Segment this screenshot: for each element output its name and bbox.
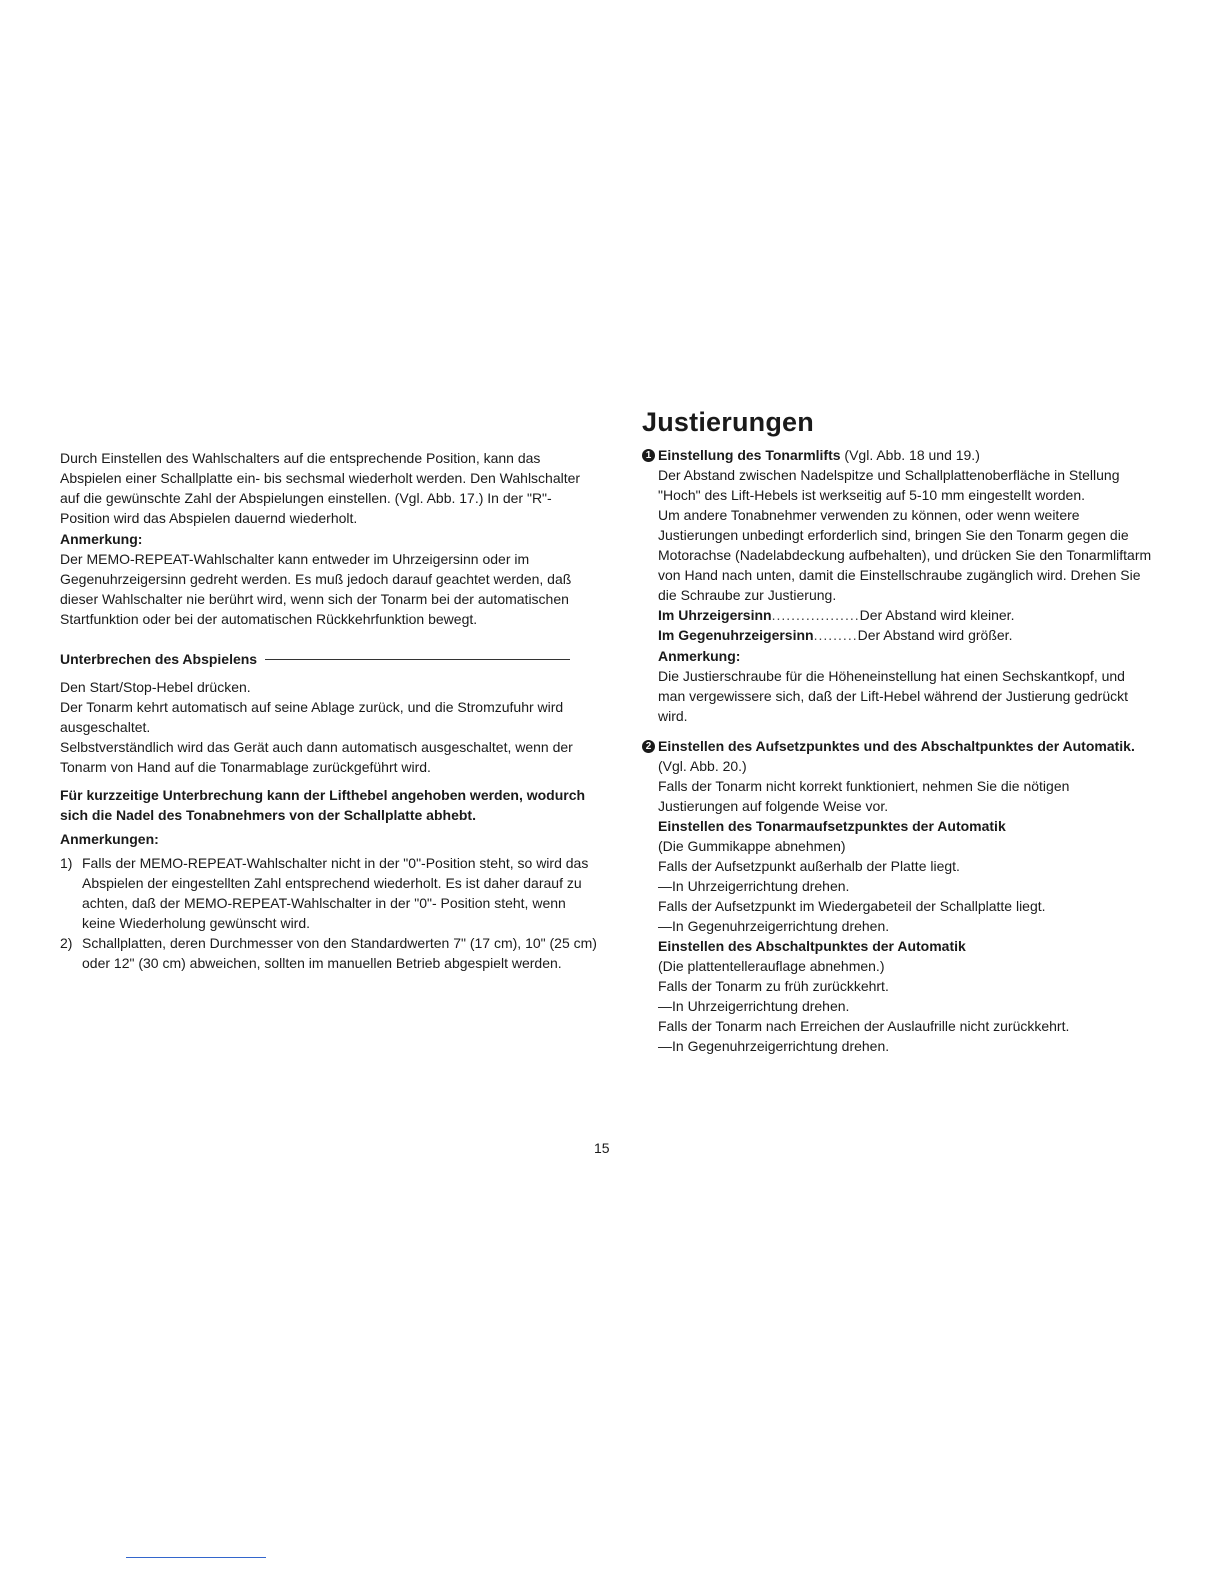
number-two-icon: 2 (642, 740, 655, 753)
heading-rule (265, 659, 570, 660)
item2-paragraph: Falls der Tonarm nicht korrekt funktioniert, nehmen Sie die nötigen Justierungen auf folgende Weise vor. (658, 778, 1070, 814)
note-label: Anmerkung: (60, 531, 143, 547)
sub2-title: Einstellen des Abschaltpunktes der Automatik (658, 938, 966, 954)
item1-note-text: Die Justierschraube für die Höheneinstellung hat einen Sechskantkopf, und man vergewissere sich, daß der Lift-Hebel während der Justierung gedrückt wird. (658, 668, 1129, 724)
left-column (60, 448, 600, 973)
sub2-line: —In Gegenuhrzeigerrichtung drehen. (658, 1038, 890, 1054)
sub2-line: Falls der Tonarm zu früh zurückkehrt. (658, 978, 889, 994)
list-item (60, 853, 600, 933)
stop-instruction: Den Start/Stop-Hebel drücken. (60, 679, 251, 695)
item2-title: Einstellen des Aufsetzpunktes und des Abschaltpunktes der Automatik. (658, 738, 1135, 754)
sub1-line: Falls der Aufsetzpunkt im Wiedergabeteil der Schallplatte liegt. (658, 898, 1046, 914)
page-title: Justierungen (642, 407, 814, 437)
return-paragraph: Der Tonarm kehrt automatisch auf seine Ablage zurück, und die Stromzufuhr wird ausgeschaltet. (60, 699, 564, 735)
sub1-line: (Die Gummikappe abnehmen) (658, 838, 846, 854)
sub1-line: Falls der Aufsetzpunkt außerhalb der Platte liegt. (658, 858, 960, 874)
auto-off-paragraph: Selbstverständlich wird das Gerät auch dann automatisch ausgeschaltet, wenn der Tonarm von Hand auf die Tonarmablage zurückgeführt wird. (60, 739, 573, 775)
sub1-line: —In Gegenuhrzeigerrichtung drehen. (658, 918, 890, 934)
sub2-line: Falls der Tonarm nach Erreichen der Auslaufrille nicht zurückkehrt. (658, 1018, 1070, 1034)
list-number: 1) (60, 855, 73, 871)
notes-list (60, 853, 600, 973)
number-one-icon: 1 (642, 449, 655, 462)
page-number: 15 (594, 1140, 610, 1156)
setting-counterclockwise: Im Gegenuhrzeigersinn ......... Der Abstand wird größer. (658, 627, 1013, 643)
item1-heading (642, 445, 1152, 465)
item1-title: Einstellung des Tonarmlifts (658, 447, 841, 463)
right-column (642, 405, 1152, 1056)
sub1-title: Einstellen des Tonarmaufsetzpunktes der Automatik (658, 818, 1006, 834)
item2-heading (642, 736, 1152, 776)
sub2-line: (Die plattentellerauflage abnehmen.) (658, 958, 885, 974)
list-text: Schallplatten, deren Durchmesser von den Standardwerten 7" (17 cm), 10" (25 cm) oder 12" (30 cm) abweichen, sollten im manuellen Betrieb abgespielt werden. (82, 935, 597, 971)
sub2-line: —In Uhrzeigerrichtung drehen. (658, 998, 850, 1014)
list-item (60, 933, 600, 973)
list-text: Falls der MEMO-REPEAT-Wahlschalter nicht in der "0"-Position steht, so wird das Abspielen der eingestellten Zahl entsprechend wiederholt. Es ist daher darauf zu achten, daß der MEMO-REPEAT-Wahlschalter in der "0"- Position steht, wenn keine Wiederholung gewünscht wird. (82, 855, 589, 931)
item1-paragraph-1: Der Abstand zwischen Nadelspitze und Schallplattenoberfläche in Stellung "Hoch" des Lift-Hebels ist werkseitig auf 5-10 mm eingestellt worden. (658, 467, 1120, 503)
item1-paragraph-2: Um andere Tonabnehmer verwenden zu können, oder wenn weitere Justierungen unbedingt erforderlich sind, bringen Sie den Tonarm gegen die Motorachse (Nadelabdeckung aufbehalten), und drücken Sie den Tonarmliftarm von Hand nach unten, damit die Einstellschraube zugänglich wird. Drehen Sie die Schraube zur Justierung. (658, 507, 1152, 603)
setting-clockwise: Im Uhrzeigersinn .................. Der Abstand wird kleiner. (658, 607, 1015, 623)
section-heading (60, 649, 600, 669)
intro-paragraph: Durch Einstellen des Wahlschalters auf die entsprechende Position, kann das Abspielen einer Schallplatte ein- bis sechsmal wiederholt werden. Den Wahlschalter auf die gewünschte Zahl der Abspielungen einstellen. (Vgl. Abb. 17.) In der "R"-Position wird das Abspielen dauernd wiederholt. (60, 450, 581, 526)
footer-rule (126, 1557, 266, 1558)
section-title: Unterbrechen des Abspielens (60, 651, 258, 667)
item1-note-label: Anmerkung: (658, 648, 741, 664)
list-number: 2) (60, 935, 73, 951)
short-pause-paragraph: Für kurzzeitige Unterbrechung kann der Lifthebel angehoben werden, wodurch sich die Nadel des Tonabnehmers von der Schallplatte abhebt. (60, 787, 586, 823)
notes-label: Anmerkungen: (60, 831, 159, 847)
item1-ref: (Vgl. Abb. 18 und 19.) (840, 447, 980, 463)
sub1-line: —In Uhrzeigerrichtung drehen. (658, 878, 850, 894)
item2-ref: (Vgl. Abb. 20.) (658, 758, 747, 774)
note-paragraph: Der MEMO-REPEAT-Wahlschalter kann entweder im Uhrzeigersinn oder im Gegenuhrzeigersinn gedreht werden. Es muß jedoch darauf geachtet werden, daß dieser Wahlschalter nie berührt wird, wenn sich der Tonarm bei der automatischen Startfunktion oder bei der automatischen Rückkehrfunktion bewegt. (60, 551, 572, 627)
